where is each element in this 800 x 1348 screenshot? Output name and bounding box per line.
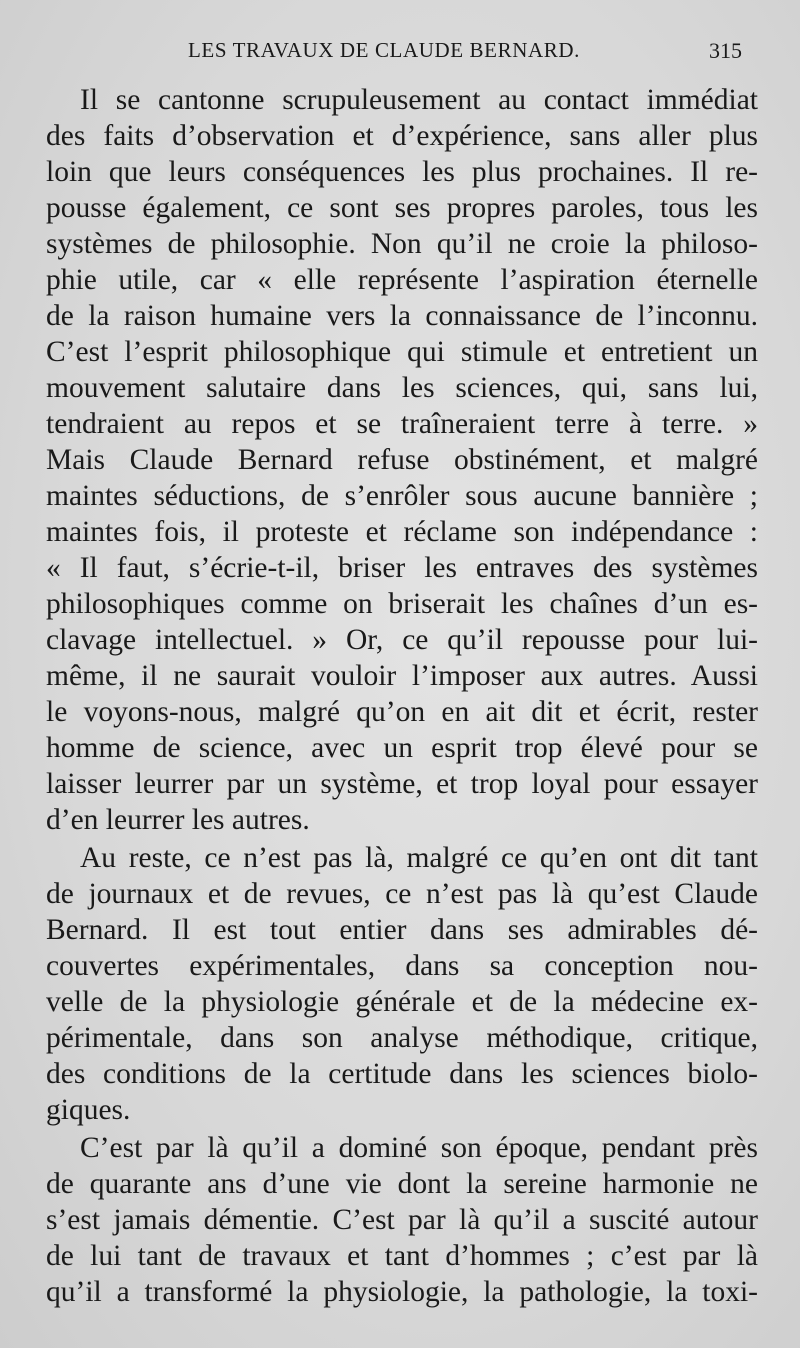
text-line: giques. [46, 1094, 131, 1126]
text-line: Il se cantonne scrupuleusement au contact immédiat [80, 84, 758, 116]
text-line: Bernard. Il est tout entier dans ses admirables dé- [46, 914, 758, 946]
text-line: « Il faut, s’écrie-t-il, briser les entraves des systèmes [46, 552, 758, 584]
text-line: clavage intellectuel. » Or, ce qu’il repousse pour lui- [46, 624, 758, 656]
text-line: d’en leurrer les autres. [46, 804, 310, 836]
text-line: couvertes expérimentales, dans sa conception nou- [46, 950, 758, 982]
text-line: velle de la physiologie générale et de la médecine ex- [46, 986, 758, 1018]
text-line: maintes séductions, de s’enrôler sous aucune bannière ; [46, 480, 758, 512]
page-number: 315 [709, 38, 742, 63]
text-line: de quarante ans d’une vie dont la sereine harmonie ne [46, 1168, 758, 1200]
text-line: même, il ne saurait vouloir l’imposer aux autres. Aussi [46, 660, 758, 692]
text-line: laisser leurrer par un système, et trop loyal pour essayer [46, 768, 758, 800]
text-line: mouvement salutaire dans les sciences, qui, sans lui, [46, 372, 758, 404]
text-line: tendraient au repos et se traîneraient terre à terre. » [46, 408, 758, 440]
text-line: C’est par là qu’il a dominé son époque, pendant près [80, 1132, 758, 1164]
running-title: LES TRAVAUX DE CLAUDE BERNARD. [188, 38, 580, 62]
text-line: Au reste, ce n’est pas là, malgré ce qu’en ont dit tant [80, 842, 758, 874]
text-line: homme de science, avec un esprit trop élevé pour se [46, 732, 758, 764]
text-line: de journaux et de revues, ce n’est pas là qu’est Claude [46, 878, 758, 910]
page-header [0, 38, 800, 72]
text-line: qu’il a transformé la physiologie, la pathologie, la toxi- [46, 1276, 758, 1308]
text-line: des faits d’observation et d’expérience, sans aller plus [46, 120, 758, 152]
text-line: systèmes de philosophie. Non qu’il ne croie la philoso- [46, 228, 758, 260]
text-line: le voyons-nous, malgré qu’on en ait dit et écrit, rester [46, 696, 758, 728]
text-line: des conditions de la certitude dans les sciences biolo- [46, 1058, 758, 1090]
text-line: s’est jamais démentie. C’est par là qu’il a suscité autour [46, 1204, 758, 1236]
text-line: pousse également, ce sont ses propres paroles, tous les [46, 192, 758, 224]
text-line: de la raison humaine vers la connaissance de l’inconnu. [46, 300, 758, 332]
text-line: maintes fois, il proteste et réclame son indépendance : [46, 516, 758, 548]
text-line: phie utile, car « elle représente l’aspiration éternelle [46, 264, 758, 296]
text-line: loin que leurs conséquences les plus prochaines. Il re- [46, 156, 758, 188]
text-line: périmentale, dans son analyse méthodique, critique, [46, 1022, 758, 1054]
text-line: Mais Claude Bernard refuse obstinément, et malgré [46, 444, 758, 476]
text-line: C’est l’esprit philosophique qui stimule et entretient un [46, 336, 758, 368]
text-line: philosophiques comme on briserait les chaînes d’un es- [46, 588, 758, 620]
text-line: de lui tant de travaux et tant d’hommes ; c’est par là [46, 1240, 758, 1272]
